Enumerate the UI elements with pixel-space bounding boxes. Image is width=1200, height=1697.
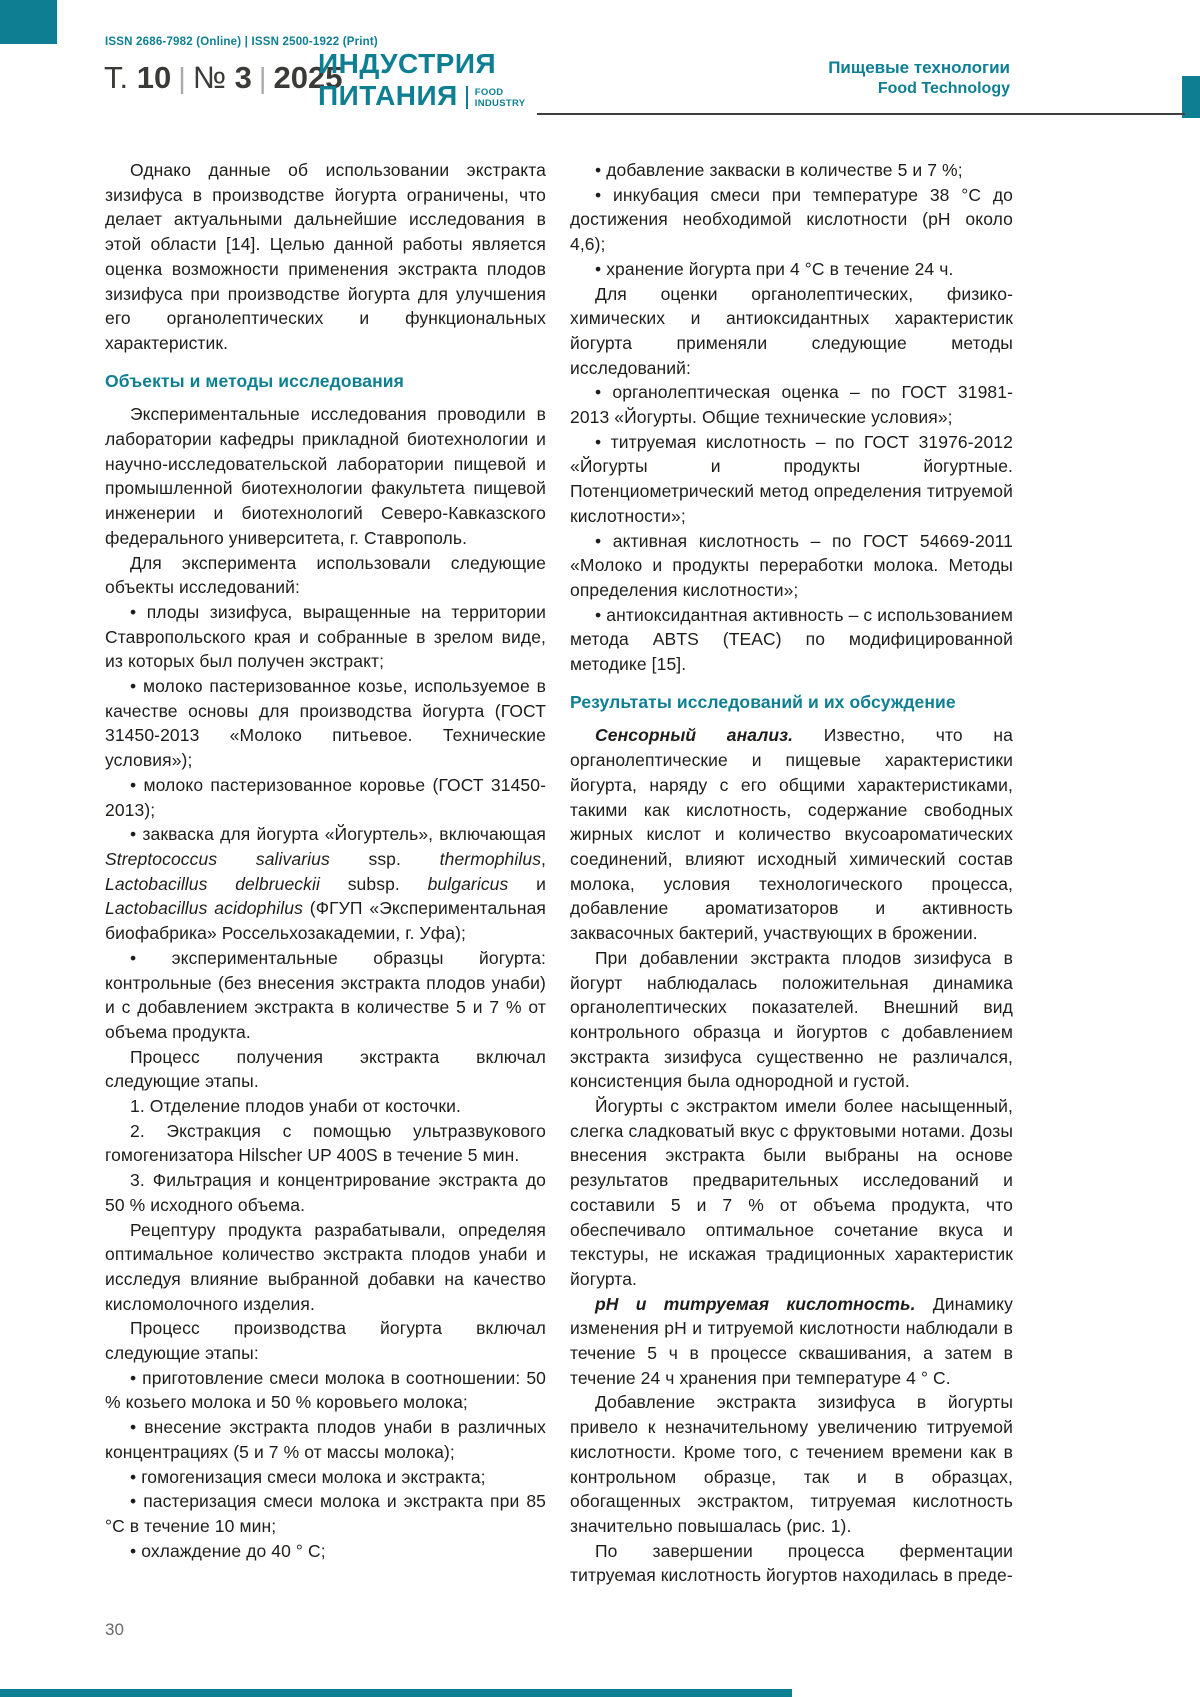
paragraph <box>570 1094 1013 1292</box>
bottom-accent-bar <box>0 1689 792 1697</box>
volume-separator: | <box>178 63 186 95</box>
paragraph <box>570 1390 1013 1538</box>
bullet-item <box>570 183 1013 257</box>
journal-logo <box>318 50 525 110</box>
text-run: Йогурты с экстрактом имели более насыщенный, слегка сладковатый вкус с фруктовыми нотами. Дозы внесения экстракта были выбраны на основе результатов предварительных исследований и составили 5 и 7 % от объема продукта, что обеспечивало оптимальное сочетание вкуса и текстуры, не искажая традиционных характеристик йогурта. <box>570 1096 1013 1289</box>
paragraph <box>105 1168 546 1217</box>
year: 2025 <box>273 60 343 95</box>
paragraph <box>105 551 546 600</box>
paragraph <box>105 158 546 356</box>
section-heading <box>105 369 546 394</box>
text-run: subsp. <box>319 873 428 894</box>
text-run: Сенсорный анализ. <box>595 725 794 746</box>
paragraph <box>570 723 1013 945</box>
issue-number: 3 <box>234 60 252 95</box>
text-run: 3. Фильтрация и концентрирование экстракта до 50 % исходного объема. <box>105 1170 546 1215</box>
bullet-item <box>570 529 1013 603</box>
volume-info <box>104 60 342 96</box>
paragraph <box>570 1539 1013 1588</box>
bullet-item <box>105 674 546 773</box>
text-run: 1. Отделение плодов унаби от косточки. <box>130 1096 461 1117</box>
text-run: • титруемая кислотность – по ГОСТ 31976-2012 «Йогурты и продукты йогуртные. Потенциометрический метод определения титруемой кислотности»; <box>570 431 1013 526</box>
bullet-item <box>105 822 546 946</box>
edge-accent-right <box>1182 76 1200 118</box>
column-right <box>570 158 1013 1588</box>
issue-sign: № <box>192 60 227 95</box>
text-run: • органолептическая оценка – по ГОСТ 31981-2013 «Йогурты. Общие технические условия»; <box>570 382 1013 428</box>
text-run: рН и титруемая кислотность. <box>595 1293 916 1314</box>
text-run: Для эксперимента использовали следующие объекты исследований: <box>105 552 546 598</box>
paragraph <box>570 1292 1013 1391</box>
text-run: • экспериментальные образцы йогурта: контрольные (без внесения экстракта плодов унаби) и с добавлением экстракта в количестве 5 и 7 % от объема продукта. <box>105 947 546 1042</box>
paragraph <box>105 1218 546 1317</box>
text-run: Известно, что на органолептические и пищевые характеристики йогурта, наряду с его общими характеристиками, такими как кислотность, содержание свободных жирных кислот и количество вкусоароматических соединений, влияют исходный химический состав молока, условия технологического процесса, добавление ароматизаторов и активность заквасочных бактерий, участвующих в брожении. <box>570 725 1013 944</box>
bullet-item <box>105 1539 546 1564</box>
logo-divider <box>466 86 468 109</box>
bullet-item <box>105 1489 546 1538</box>
page-number: 30 <box>105 1620 124 1639</box>
text-run: Для оценки органолептических, физико-химических и антиоксидантных характеристик йогурта применяли следующие методы исследований: <box>570 283 1013 378</box>
volume-separator: | <box>258 63 267 95</box>
logo-subtitle <box>475 88 526 110</box>
paragraph <box>105 1045 546 1094</box>
text-run: • активная кислотность – по ГОСТ 54669-2011 «Молоко и продукты переработки молока. Методы определения кислотности»; <box>570 530 1013 600</box>
text-run: Динамику изменения рН и титруемой кислотности наблюдали в течение 5 ч в процессе сквашивания, а затем в течение 24 ч хранения при температуре 4 ° С. <box>570 1293 1013 1388</box>
text-run: (ФГУП «Экспериментальная биофабрика» Россельхозакадемии, г. Уфа); <box>105 898 547 944</box>
bullet-item <box>105 1415 546 1464</box>
text-run: • внесение экстракта плодов унаби в различных концентрациях (5 и 7 % от массы молока); <box>105 1417 546 1462</box>
volume-prefix: Т. <box>104 60 129 95</box>
text-run: Добавление экстракта зизифуса в йогурты привело к незначительному увеличению титруемой кислотности. Кроме того, с течением времени как в контрольном образце, так и в образцах, обогащенных экстрактом, титруемая кислотность значительно повышалась (рис. 1). <box>570 1392 1013 1536</box>
section-name-en: Food Technology <box>877 80 1010 97</box>
text-run: Объекты и методы исследования <box>105 370 404 391</box>
logo-subtitle-line1: FOOD <box>474 87 504 99</box>
text-run: Экспериментальные исследования проводили в лаборатории кафедры прикладной биотехнологии и научно-исследовательской лаборатории пищевой и промышленной биотехнологии факультета пищевой инженерии и биотехнологий Северо-Кавказского федерального университета, г. Ставрополь. <box>105 404 546 548</box>
text-run: 2. Экстракция с помощью ультразвукового гомогенизатора Hilscher UP 400S в течение 5 мин. <box>105 1120 546 1166</box>
text-run: , <box>541 848 547 869</box>
text-run: • пастеризация смеси молока и экстракта при 85 °С в течение 10 мин; <box>105 1491 546 1536</box>
text-run: ssp. <box>329 848 440 869</box>
text-run: Рецептуру продукта разрабатывали, определяя оптимальное количество экстракта плодов унаби и исследуя влияние выбранной добавки на качество кисломолочного изделия. <box>105 1219 546 1314</box>
paragraph <box>570 282 1013 381</box>
bullet-item <box>105 773 546 822</box>
section-label <box>828 58 1010 98</box>
bullet-item <box>105 600 546 674</box>
text-run: Процесс производства йогурта включал следующие этапы: <box>105 1318 546 1364</box>
issn-line: ISSN 2686-7982 (Online) | ISSN 2500-1922 (Print) <box>105 36 378 48</box>
text-run: • молоко пастеризованное коровье (ГОСТ 31450-2013); <box>105 774 546 820</box>
paragraph <box>105 402 546 550</box>
text-run: • охлаждение до 40 ° С; <box>130 1540 326 1561</box>
text-run: bulgaricus <box>427 873 509 894</box>
corner-accent-top-left <box>0 0 57 44</box>
text-run: • молоко пастеризованное козье, используемое в качестве основы для производства йогурта (ГОСТ 31450-2013 «Молоко питьевое. Технические условия»); <box>105 676 546 771</box>
paragraph <box>105 1119 546 1168</box>
text-run: Lactobacillus delbrueckii <box>105 873 320 894</box>
bullet-item <box>570 158 1013 183</box>
logo-title-line2: ПИТАНИЯ <box>318 80 458 111</box>
text-run: thermophilus <box>439 848 542 869</box>
text-run: • гомогенизация смеси молока и экстракта; <box>130 1466 486 1487</box>
text-run: Однако данные об использовании экстракта зизифуса в производстве йогурта ограничены, что делает актуальными дальнейшие исследования в этой области [14]. Целью данной работы является оценка возможности применения экстракта плодов зизифуса при производстве йогурта для улучшения его органолептических и функциональных характеристик. <box>105 160 546 353</box>
text-run: При добавлении экстракта плодов зизифуса в йогурт наблюдалась положительная динамика органолептических показателей. Внешний вид контрольного образца и йогуртов с добавлением экстракта зизифуса существенно не различался, консистенция была однородной и густой. <box>570 947 1013 1092</box>
bullet-item <box>570 257 1013 282</box>
bullet-item <box>570 430 1013 529</box>
section-heading <box>570 690 1013 715</box>
text-run: • плоды зизифуса, выращенные на территории Ставропольского края и собранные в зрелом виде, из которых был получен экстракт; <box>105 601 546 672</box>
text-run: Процесс получения экстракта включал следующие этапы. <box>105 1046 546 1092</box>
volume-number: 10 <box>136 60 172 95</box>
text-run: Streptococcus salivarius <box>105 848 330 869</box>
text-run: • антиоксидантная активность – с использованием метода ABTS (TEAC) по модифицированной методике [15]. <box>570 604 1013 675</box>
text-run: • закваска для йогурта «Йогуртель», включающая <box>130 824 546 845</box>
text-run: • добавление закваски в количестве 5 и 7 %; <box>595 160 963 180</box>
logo-title-line1: ИНДУСТРИЯ <box>318 48 497 79</box>
text-run: и <box>508 873 546 894</box>
paragraph <box>105 1316 546 1365</box>
section-name-ru: Пищевые технологии <box>828 58 1010 77</box>
bullet-item <box>570 603 1013 677</box>
text-run: • инкубация смеси при температуре 38 °С до достижения необходимой кислотности (рН около 4,6); <box>570 184 1013 255</box>
text-run: Результаты исследований и их обсуждение <box>570 691 956 712</box>
column-left <box>105 158 546 1563</box>
paragraph <box>105 1094 546 1119</box>
bullet-item <box>105 946 546 1045</box>
header-rule <box>537 113 1185 115</box>
bullet-item <box>105 1366 546 1415</box>
bullet-item <box>105 1465 546 1490</box>
paragraph <box>570 946 1013 1094</box>
logo-subtitle-line2: INDUSTRY <box>474 97 526 109</box>
text-run: • приготовление смеси молока в соотношении: 50 % козьего молока и 50 % коровьего молока; <box>105 1367 546 1413</box>
bullet-item <box>570 380 1013 429</box>
text-run: Lactobacillus acidophilus <box>105 898 303 919</box>
text-run: По завершении процесса ферментации титруемая кислотность йогуртов находилась в преде- <box>570 1540 1013 1586</box>
text-run: • хранение йогурта при 4 °С в течение 24 ч. <box>595 258 954 279</box>
